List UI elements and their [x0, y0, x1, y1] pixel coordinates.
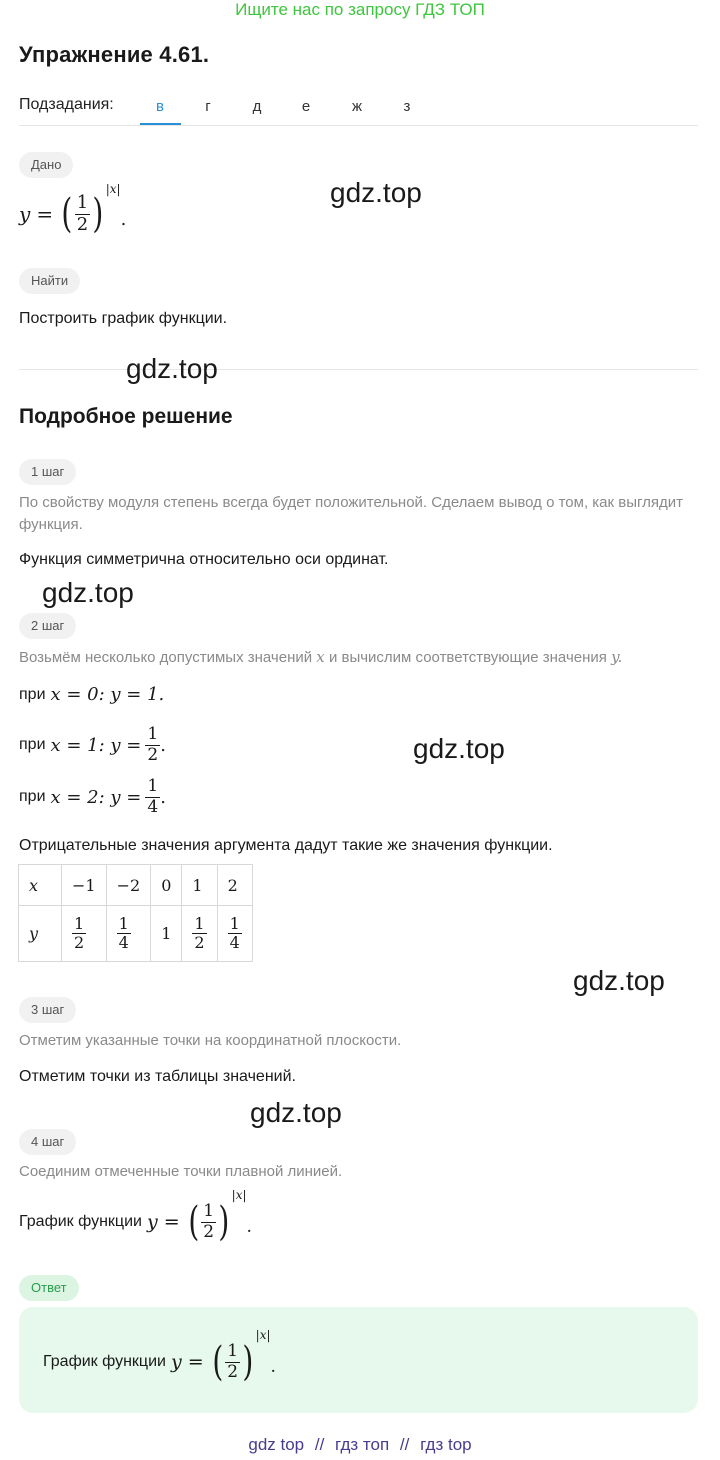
tab-v[interactable]: в — [156, 98, 164, 115]
table-cell — [182, 906, 217, 962]
answer-formula — [43, 1328, 276, 1392]
step4-den: 2 — [203, 1221, 215, 1242]
footer-links — [0, 1435, 720, 1455]
answer-lhs: y — [170, 1351, 182, 1373]
right-paren: ) — [92, 191, 104, 237]
pri-label: при — [19, 736, 46, 753]
watermark: gdz.top — [42, 577, 134, 608]
table-cell — [62, 906, 107, 962]
cell-den: 2 — [194, 933, 205, 952]
table-cell — [106, 906, 151, 962]
line2-den: 2 — [147, 744, 159, 765]
step2-hint-y: y. — [611, 648, 623, 666]
cell-den: 4 — [229, 933, 240, 952]
answer-exponent: |x| — [255, 1328, 271, 1342]
tabs-divider — [19, 125, 698, 126]
tab-z[interactable]: з — [403, 98, 411, 115]
line2-fraction — [145, 725, 160, 765]
line3-num: 1 — [147, 775, 159, 796]
step4-dot: . — [246, 1217, 252, 1237]
step4-hint: Соединим отмеченные точки плавной линией. — [19, 1163, 343, 1180]
search-banner: Ищите нас по запросу ГДЗ ТОП — [235, 0, 485, 19]
cell-num: 1 — [74, 913, 85, 933]
answer-num: 1 — [227, 1340, 239, 1361]
step2-line1 — [19, 684, 164, 705]
table-cell: 0 — [151, 865, 182, 906]
left-paren: ( — [187, 1199, 199, 1245]
step1-hint: По свойству модуля степень всегда будет положительной. Сделаем вывод о том, как выглядит функция. — [19, 494, 684, 533]
answer-dot: . — [270, 1357, 276, 1377]
footer-link-gdz-top[interactable]: gdz top — [248, 1435, 305, 1454]
active-tab-indicator — [140, 123, 181, 125]
given-formula — [19, 182, 126, 246]
step4-lhs: y — [146, 1211, 158, 1233]
answer-fraction — [225, 1342, 240, 1382]
step2-hint-x: x — [316, 648, 325, 666]
given-num: 1 — [76, 191, 89, 213]
cell-num: 1 — [118, 913, 129, 933]
footer-link-gdz-top-ru[interactable]: гдз топ — [335, 1435, 390, 1454]
line3-den: 4 — [147, 796, 159, 817]
table-cell: 1 — [182, 865, 217, 906]
step4-fraction — [201, 1202, 216, 1242]
negative-args-text: Отрицательные значения аргумента дадут такие же значения функции. — [19, 837, 553, 854]
line2-dot: . — [160, 734, 166, 756]
step4-eq: = — [163, 1211, 180, 1233]
table-header-y: y — [19, 906, 62, 962]
step1-pill: 1 шаг — [19, 459, 76, 485]
left-paren: ( — [211, 1339, 223, 1385]
table-cell: 1 — [151, 906, 182, 962]
right-paren: ) — [242, 1339, 254, 1385]
right-paren: ) — [218, 1199, 230, 1245]
pri-label: при — [19, 788, 46, 805]
cell-num: 1 — [194, 913, 205, 933]
given-dot: . — [120, 208, 127, 230]
step2-hint-b: и вычислим соответствующие значения — [328, 649, 607, 666]
values-table — [18, 864, 253, 962]
page-title: Упражнение 4.61. — [19, 42, 210, 67]
step2-line3 — [19, 774, 166, 820]
solution-heading: Подробное решение — [19, 405, 233, 428]
watermark: gdz.top — [330, 177, 422, 208]
tab-g[interactable]: г — [205, 98, 211, 115]
given-den: 2 — [76, 213, 89, 235]
step3-hint: Отметим указанные точки на координатной плоскости. — [19, 1032, 402, 1049]
subtasks-label: Подзадания: — [19, 96, 114, 113]
given-eq: = — [36, 202, 54, 226]
step2-hint-a: Возьмём несколько допустимых значений — [19, 649, 313, 666]
footer-link-gdz-top-mixed[interactable]: гдз top — [420, 1435, 472, 1454]
given-lhs: y — [19, 202, 31, 226]
answer-eq: = — [187, 1351, 204, 1373]
table-cell: 2 — [217, 865, 252, 906]
step2-pill: 2 шаг — [19, 613, 76, 639]
step3-text: Отметим точки из таблицы значений. — [19, 1068, 296, 1085]
line2-math: x = 1: y = — [50, 734, 142, 756]
watermark: gdz.top — [573, 965, 665, 996]
table-cell — [217, 906, 252, 962]
given-exponent: |x| — [105, 182, 121, 196]
tab-d[interactable]: д — [252, 98, 262, 115]
answer-den: 2 — [227, 1361, 239, 1382]
watermark: gdz.top — [413, 733, 505, 764]
step4-exponent: |x| — [231, 1188, 247, 1202]
find-text: Построить график функции. — [19, 310, 228, 327]
table-row-x — [19, 865, 253, 906]
given-pill: Дано — [19, 152, 73, 178]
step4-pill: 4 шаг — [19, 1129, 76, 1155]
answer-text: График функции — [43, 1353, 166, 1370]
step2-hint — [19, 646, 622, 669]
step4-text: График функции — [19, 1213, 142, 1230]
line1-math: x = 0: y = 1. — [50, 684, 165, 705]
step4-formula — [19, 1188, 252, 1252]
footer-separator: // — [314, 1435, 325, 1454]
answer-pill: Ответ — [19, 1275, 79, 1301]
given-fraction — [75, 193, 90, 235]
line2-num: 1 — [147, 723, 159, 744]
line3-fraction — [145, 777, 160, 817]
table-cell: −1 — [62, 865, 107, 906]
tab-e[interactable]: е — [301, 98, 311, 115]
line3-dot: . — [160, 786, 166, 808]
table-row-y — [19, 906, 253, 962]
divider — [19, 369, 698, 370]
step1-text: Функция симметрична относительно оси ординат. — [19, 551, 389, 568]
pri-label: при — [19, 685, 46, 703]
step2-line2 — [19, 722, 166, 768]
cell-den: 2 — [74, 933, 85, 952]
step4-num: 1 — [203, 1200, 215, 1221]
left-paren: ( — [61, 191, 73, 237]
table-header-x: x — [19, 865, 62, 906]
table-cell: −2 — [106, 865, 151, 906]
footer-separator: // — [399, 1435, 410, 1454]
cell-num: 1 — [229, 913, 240, 933]
find-pill: Найти — [19, 268, 80, 294]
tab-zh[interactable]: ж — [351, 98, 363, 115]
line3-math: x = 2: y = — [50, 786, 142, 808]
step3-pill: 3 шаг — [19, 997, 76, 1023]
watermark: gdz.top — [126, 353, 218, 384]
cell-den: 4 — [118, 933, 129, 952]
watermark: gdz.top — [250, 1097, 342, 1128]
